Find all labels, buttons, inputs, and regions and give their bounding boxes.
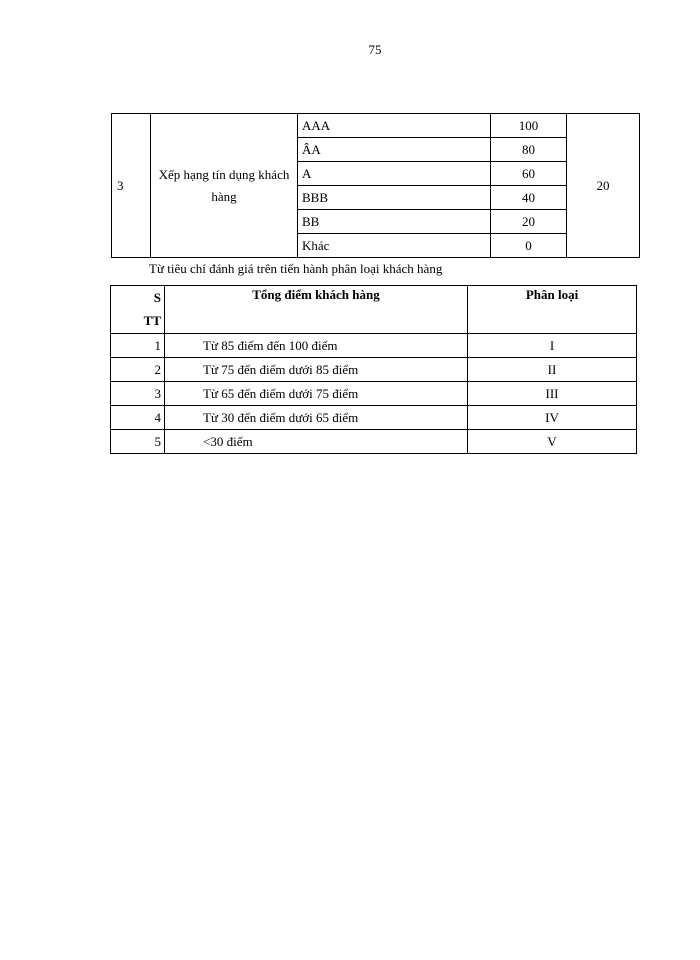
stt-header-bottom: TT [143, 313, 161, 328]
weight-cell: 20 [567, 114, 640, 258]
score-cell: 80 [491, 138, 567, 162]
score-cell: 20 [491, 210, 567, 234]
rank-cell: BB [298, 210, 491, 234]
rank-cell: AAA [298, 114, 491, 138]
range-cell: <30 điểm [165, 430, 468, 454]
total-header: Tổng điểm khách hàng [165, 286, 468, 334]
range-cell: Từ 65 đến điểm dưới 75 điểm [165, 382, 468, 406]
rank-cell: Khác [298, 234, 491, 258]
range-cell: Từ 85 điểm đến 100 điểm [165, 334, 468, 358]
score-cell: 100 [491, 114, 567, 138]
class-cell: I [468, 334, 637, 358]
row-number: 3 [111, 382, 165, 406]
range-cell: Từ 75 đến điểm dưới 85 điểm [165, 358, 468, 382]
credit-rating-table [111, 113, 640, 258]
range-cell: Từ 30 đến điểm dưới 65 điểm [165, 406, 468, 430]
class-cell: III [468, 382, 637, 406]
caption-text: Từ tiêu chí đánh giá trên tiến hành phân loại khách hàng [149, 261, 443, 276]
stt-header [111, 286, 165, 334]
rank-cell: ÂA [298, 138, 491, 162]
table-row [111, 358, 637, 382]
row-number: 2 [111, 358, 165, 382]
table-row [111, 382, 637, 406]
score-cell: 40 [491, 186, 567, 210]
rank-cell: BBB [298, 186, 491, 210]
table-row [112, 114, 640, 138]
class-cell: IV [468, 406, 637, 430]
class-cell: II [468, 358, 637, 382]
rank-cell: A [298, 162, 491, 186]
class-cell: V [468, 430, 637, 454]
table-row [111, 406, 637, 430]
classification-table [110, 285, 637, 454]
stt-header-top: S [153, 290, 161, 305]
row-number: 1 [111, 334, 165, 358]
header-row [111, 286, 637, 334]
score-cell: 0 [491, 234, 567, 258]
page-number: 75 [368, 42, 382, 57]
score-cell: 60 [491, 162, 567, 186]
table-row [111, 430, 637, 454]
class-header: Phân loại [468, 286, 637, 334]
criterion-cell: Xếp hạng tín dụng khách hàng [151, 114, 298, 258]
row-number: 4 [111, 406, 165, 430]
row-number: 5 [111, 430, 165, 454]
row-number: 3 [112, 114, 151, 258]
table-row [111, 334, 637, 358]
